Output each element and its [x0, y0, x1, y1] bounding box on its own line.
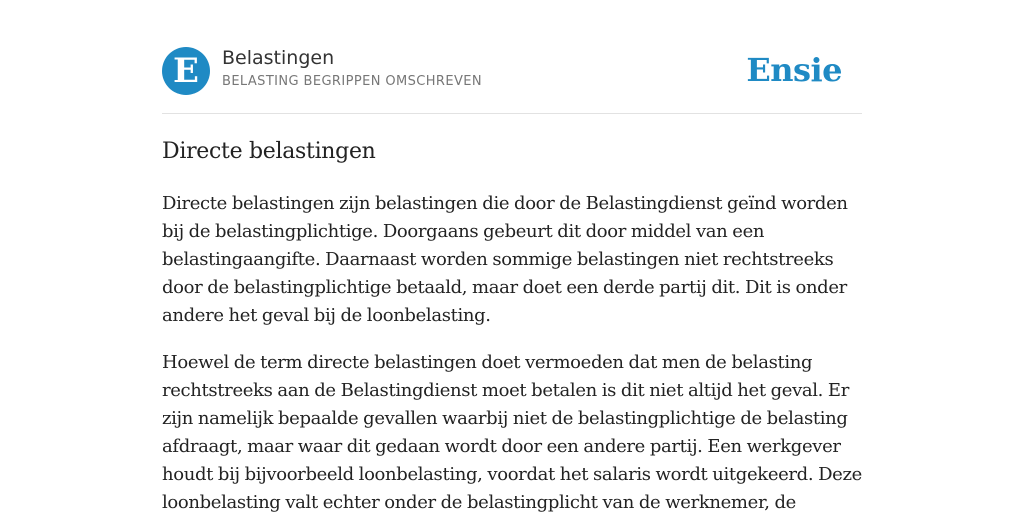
site-subtitle: BELASTING BEGRIPPEN OMSCHREVEN — [222, 74, 482, 89]
article-paragraph: Directe belastingen zijn belastingen die door de Belastingdienst geïnd worden bij de belastingplichtige. Doorgaans gebeurt dit door middel van een belastingaangifte. Daarnaast worden sommige belastingen niet rechtstreeks door de belastingplichtige betaald, maar doet een derde partij dit. Dit is onder andere het geval bij de loonbelasting. — [162, 193, 848, 326]
ensie-logo-icon[interactable]: E — [162, 47, 210, 95]
article-title: Directe belastingen — [162, 139, 376, 164]
article-paragraph: Hoewel de term directe belastingen doet vermoeden dat men de belasting rechtstreeks aan de Belastingdienst moet betalen is dit niet altijd het geval. Er zijn namelijk bepaalde gevallen waarbij niet de belastingplichtige de belasting afdraagt, maar waar dit gedaan wordt door een andere partij. Een werkgever houdt bij bijvoorbeeld loonbelasting, voordat het salaris wordt uitgekeerd. Deze loonbelasting valt echter onder de belastingplicht van de werknemer, de — [162, 352, 862, 512]
article — [162, 136, 866, 512]
site-header — [162, 46, 862, 114]
site-title[interactable]: Belastingen — [222, 47, 335, 69]
brand-logo[interactable]: Ensie — [746, 51, 842, 89]
